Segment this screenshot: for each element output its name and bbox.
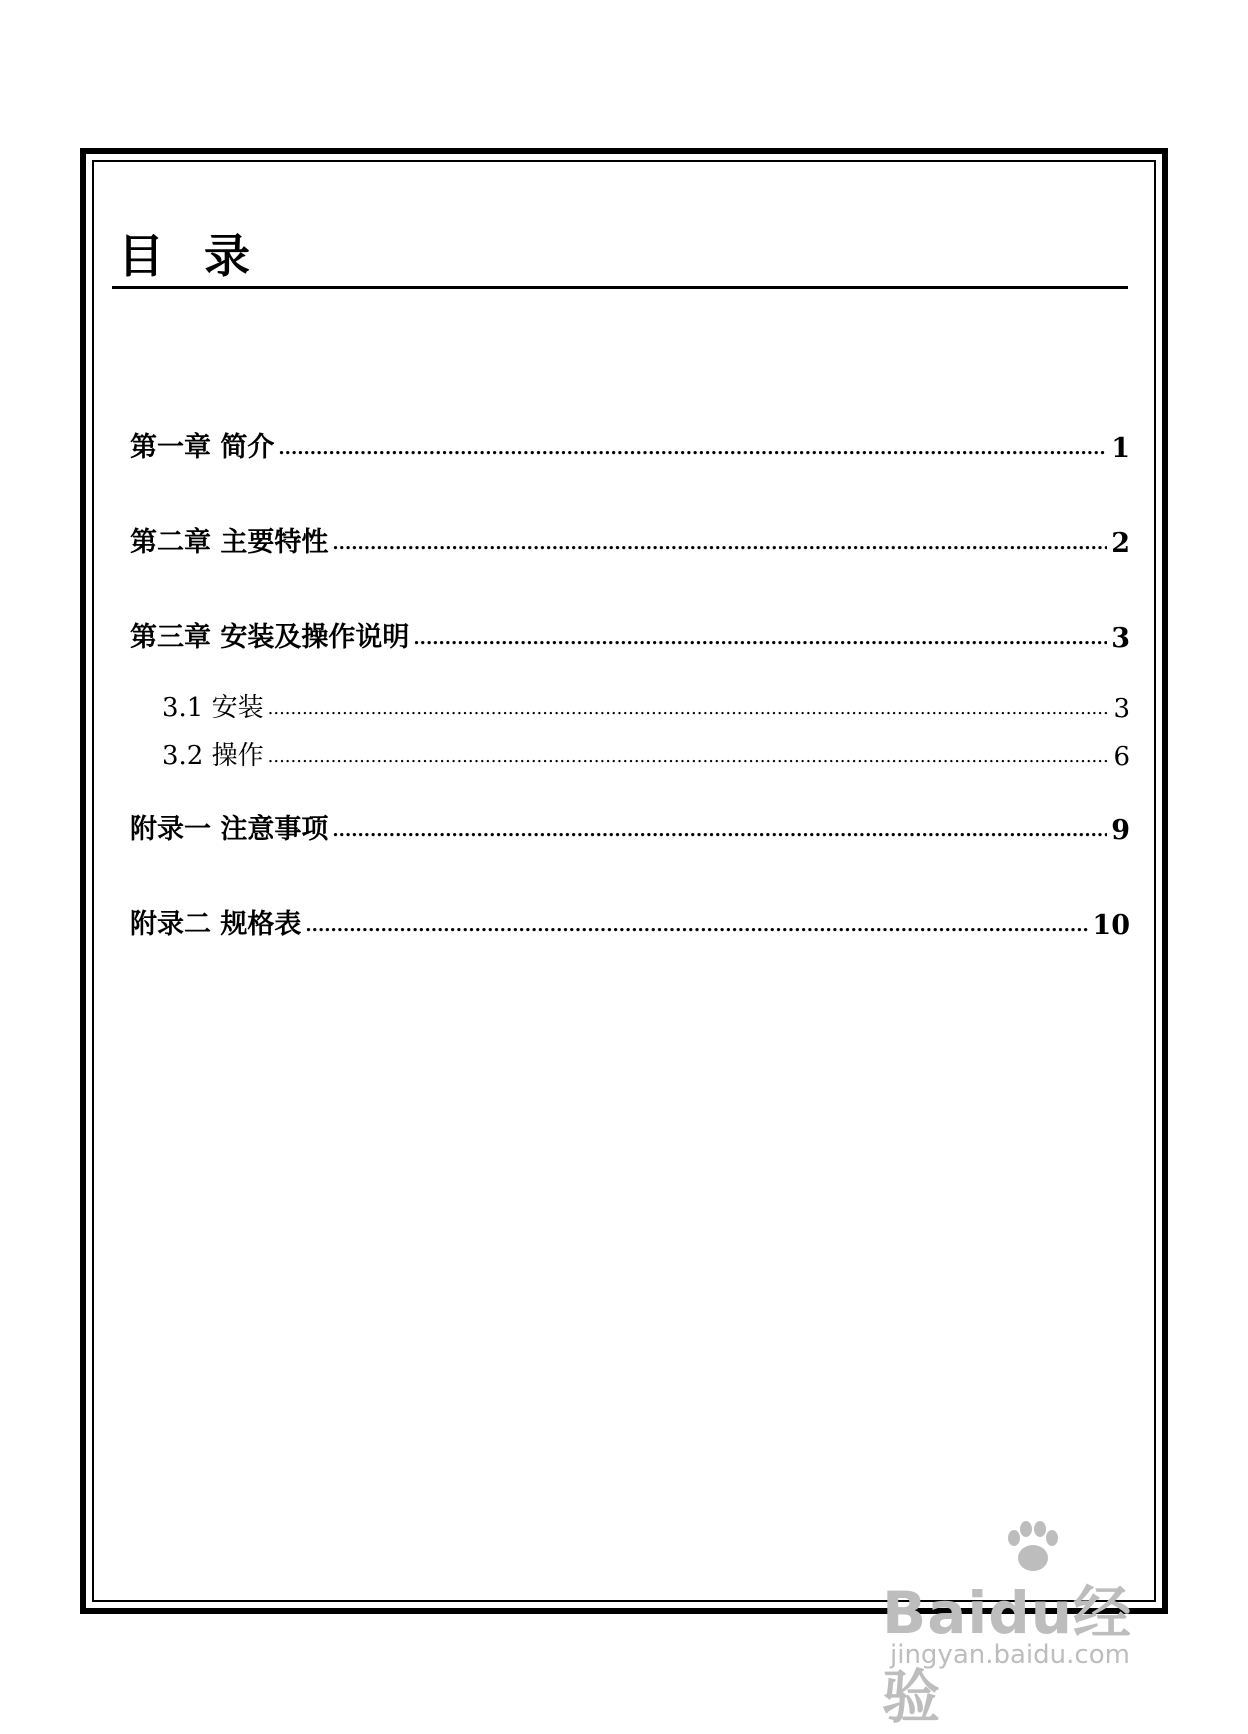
toc-page-number: 1 xyxy=(1111,433,1130,464)
baidu-jingyan-watermark xyxy=(882,1520,1182,1731)
toc-leader-dots xyxy=(268,748,1110,772)
toc-page-number: 9 xyxy=(1111,815,1130,846)
toc-entry-section-3-1[interactable] xyxy=(162,688,1130,724)
toc-label: 附录二 规格表 xyxy=(130,909,302,940)
toc-label: 3.2 操作 xyxy=(162,741,264,771)
watermark-brand: Baidu经验 xyxy=(882,1579,1133,1731)
toc-entry-chapter-3[interactable] xyxy=(130,618,1130,654)
toc-entry-chapter-2[interactable] xyxy=(130,523,1130,559)
page-title: 目录 xyxy=(118,229,290,283)
toc-leader-dots xyxy=(332,822,1107,846)
toc-page-number: 3 xyxy=(1111,623,1130,654)
toc-leader-dots xyxy=(305,917,1088,941)
toc-label: 附录一 注意事项 xyxy=(130,814,329,845)
toc-leader-dots xyxy=(278,440,1107,464)
toc-entry-chapter-1[interactable] xyxy=(130,428,1130,464)
toc-entry-section-3-2[interactable] xyxy=(162,736,1130,772)
title-underline xyxy=(112,286,1128,289)
page-border-outer xyxy=(80,148,1168,1614)
watermark-url: jingyan.baidu.com xyxy=(890,1640,1130,1670)
toc-page-number: 3 xyxy=(1113,694,1130,724)
toc-leader-dots xyxy=(413,630,1107,654)
toc-label: 第一章 简介 xyxy=(130,432,275,463)
toc-label: 第三章 安装及操作说明 xyxy=(130,622,410,653)
toc-label: 3.1 安装 xyxy=(162,693,264,723)
toc-label: 第二章 主要特性 xyxy=(130,527,329,558)
toc-leader-dots xyxy=(332,535,1107,559)
page-border-inner xyxy=(92,160,1156,1602)
toc-page-number: 6 xyxy=(1113,742,1130,772)
toc-leader-dots xyxy=(268,700,1110,724)
toc-page-number: 2 xyxy=(1111,528,1130,559)
toc-entry-appendix-1[interactable] xyxy=(130,810,1130,846)
toc-entry-appendix-2[interactable] xyxy=(130,905,1130,941)
toc-page-number: 10 xyxy=(1092,910,1130,941)
